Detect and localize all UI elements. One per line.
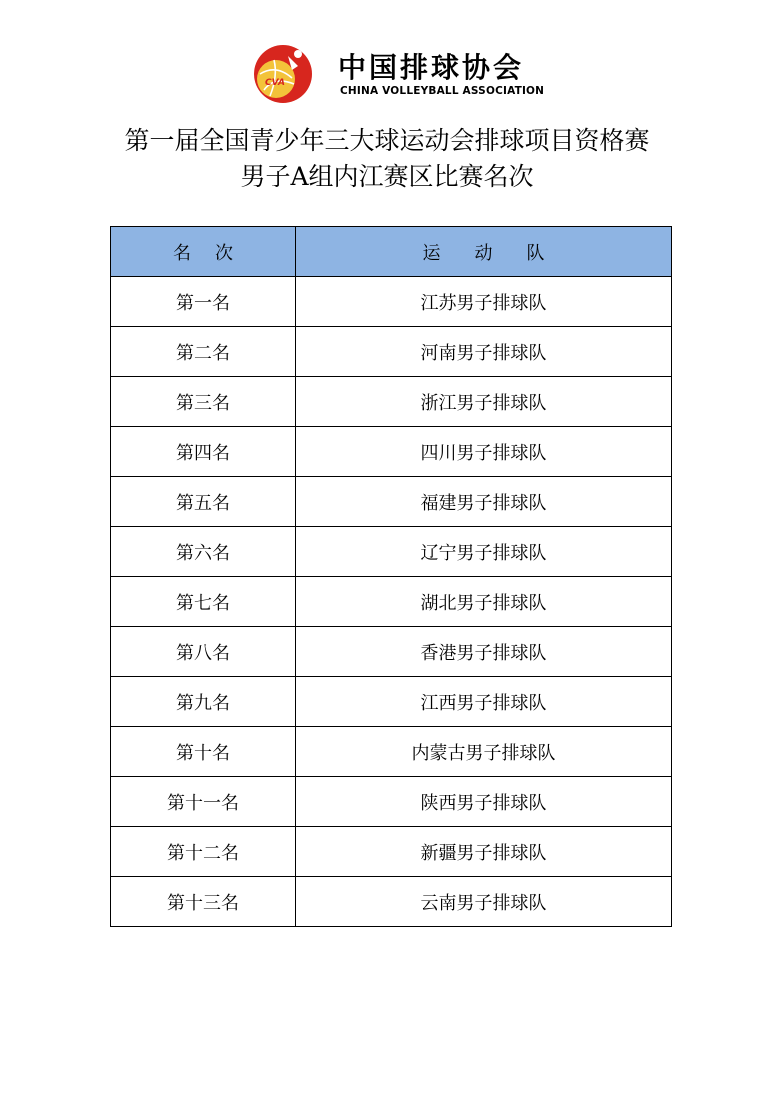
table-row	[111, 827, 672, 877]
table-row	[111, 277, 672, 327]
ranking-table	[110, 226, 672, 927]
page-title-line2: 男子A组内江赛区比赛名次	[240, 162, 534, 191]
table-row	[111, 527, 672, 577]
team-cell: 江苏男子排球队	[296, 277, 672, 327]
rank-cell: 第四名	[111, 427, 296, 477]
table-row	[111, 777, 672, 827]
volleyball-emblem-icon	[248, 44, 318, 104]
rank-cell: 第十二名	[111, 827, 296, 877]
rank-cell: 第三名	[111, 377, 296, 427]
rank-cell: 第七名	[111, 577, 296, 627]
team-cell: 内蒙古男子排球队	[296, 727, 672, 777]
header-team: 运动队	[296, 227, 672, 277]
rank-cell: 第二名	[111, 327, 296, 377]
team-cell: 四川男子排球队	[296, 427, 672, 477]
association-name-en: CHINA VOLLEYBALL ASSOCIATION	[340, 85, 545, 97]
table-row	[111, 327, 672, 377]
team-cell: 陕西男子排球队	[296, 777, 672, 827]
rank-cell: 第十名	[111, 727, 296, 777]
table-row	[111, 427, 672, 477]
header-rank: 名次	[111, 227, 296, 277]
rank-cell: 第一名	[111, 277, 296, 327]
association-name-cn: 中国排球协会	[338, 51, 525, 84]
rank-cell: 第十三名	[111, 877, 296, 927]
cva-badge-text: CVA	[265, 78, 285, 88]
team-cell: 新疆男子排球队	[296, 827, 672, 877]
rank-cell: 第九名	[111, 677, 296, 727]
rank-cell: 第五名	[111, 477, 296, 527]
team-cell: 辽宁男子排球队	[296, 527, 672, 577]
rank-cell: 第十一名	[111, 777, 296, 827]
team-cell: 河南男子排球队	[296, 327, 672, 377]
rank-cell: 第八名	[111, 627, 296, 677]
team-cell: 香港男子排球队	[296, 627, 672, 677]
table-row	[111, 677, 672, 727]
rank-cell: 第六名	[111, 527, 296, 577]
team-cell: 湖北男子排球队	[296, 577, 672, 627]
table-row	[111, 477, 672, 527]
table-header-row	[111, 227, 672, 277]
cva-logo	[248, 44, 545, 104]
table-row	[111, 877, 672, 927]
table-row	[111, 627, 672, 677]
table-row	[111, 577, 672, 627]
table-row	[111, 377, 672, 427]
team-cell: 福建男子排球队	[296, 477, 672, 527]
team-cell: 浙江男子排球队	[296, 377, 672, 427]
team-cell: 云南男子排球队	[296, 877, 672, 927]
page-title-line1: 第一届全国青少年三大球运动会排球项目资格赛	[124, 126, 650, 155]
table-row	[111, 727, 672, 777]
team-cell: 江西男子排球队	[296, 677, 672, 727]
